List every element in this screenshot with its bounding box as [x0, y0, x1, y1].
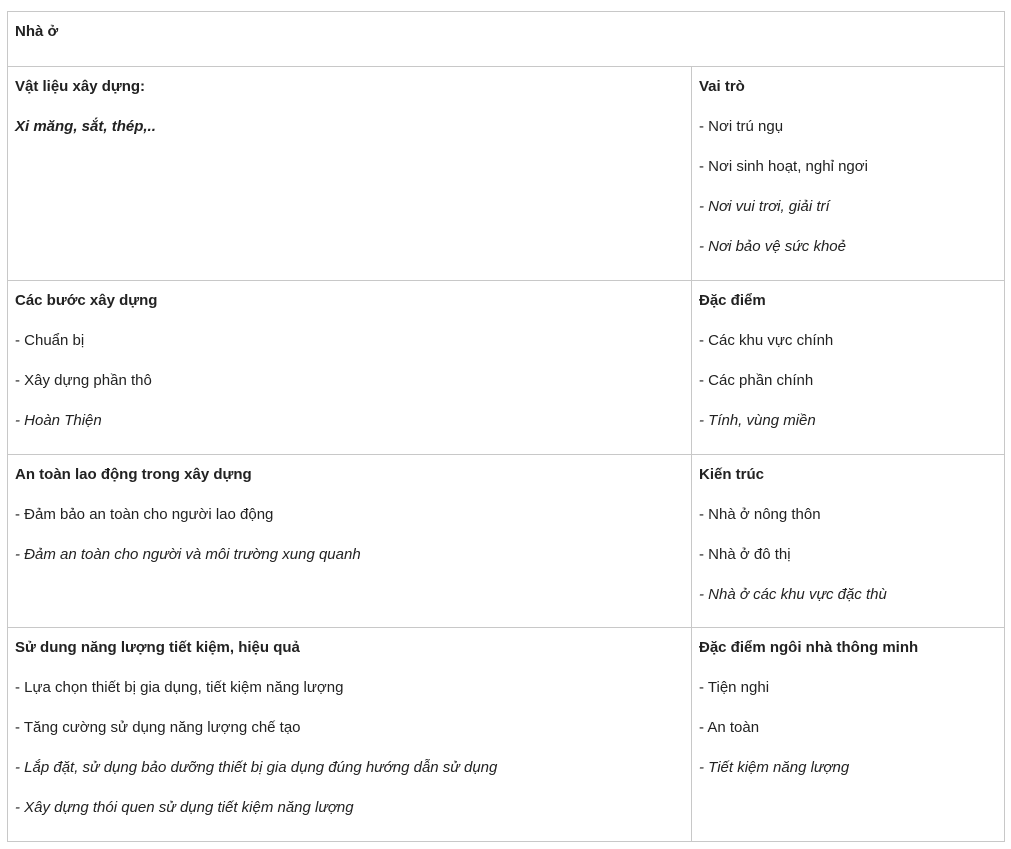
cell-role: [692, 67, 1005, 281]
cell-labor-safety: [8, 455, 692, 628]
cell-architecture: [692, 455, 1005, 628]
header-cell: [8, 12, 1005, 67]
summary-table: [7, 11, 1005, 842]
table-row: [8, 281, 1005, 455]
table-row: [8, 67, 1005, 281]
cell-line: - Đảm bảo an toàn cho người lao động: [15, 506, 274, 523]
cell-title: Sử dung năng lượng tiết kiệm, hiệu quả: [15, 639, 300, 656]
cell-line: - Nhà ở các khu vực đặc thù: [699, 586, 887, 603]
cell-line: - Các khu vực chính: [699, 332, 834, 349]
cell-title: Kiến trúc: [699, 466, 765, 483]
cell-line: - Nơi vui trơi, giải trí: [699, 198, 830, 215]
cell-line: - Nhà ở nông thôn: [699, 506, 821, 523]
cell-materials: [8, 67, 692, 281]
cell-line: - Chuẩn bị: [15, 332, 85, 349]
table-row: [8, 628, 1005, 842]
cell-line: - Các phần chính: [699, 372, 814, 389]
cell-line: - An toàn: [699, 719, 760, 736]
cell-line: - Đảm an toàn cho người và môi trường xung quanh: [15, 546, 361, 563]
cell-line: - Lựa chọn thiết bị gia dụng, tiết kiệm năng lượng: [15, 679, 344, 696]
cell-title: Vật liệu xây dựng:: [15, 78, 146, 95]
cell-line: - Xây dựng thói quen sử dụng tiết kiệm năng lượng: [15, 799, 354, 816]
cell-title: Các bước xây dựng: [15, 292, 158, 309]
cell-line: Xi măng, sắt, thép,..: [15, 118, 156, 135]
cell-line: - Lắp đặt, sử dụng bảo dưỡng thiết bị gia dụng đúng hướng dẫn sử dụng: [15, 759, 498, 776]
cell-line: - Nơi trú ngụ: [699, 118, 784, 135]
cell-title: Vai trò: [699, 78, 745, 95]
table-header-row: [8, 12, 1005, 67]
cell-line: - Tiện nghi: [699, 679, 770, 696]
cell-title: Đặc điểm ngôi nhà thông minh: [699, 639, 919, 656]
cell-title: Đặc điểm: [699, 292, 766, 309]
cell-line: - Tiết kiệm năng lượng: [699, 759, 850, 776]
cell-line: - Xây dựng phần thô: [15, 372, 152, 389]
cell-characteristics: [692, 281, 1005, 455]
cell-line: - Hoàn Thiện: [15, 412, 102, 429]
cell-line: - Tính, vùng miền: [699, 412, 816, 429]
table-title: Nhà ở: [15, 23, 59, 40]
cell-line: - Tăng cường sử dụng năng lượng chế tạo: [15, 719, 301, 736]
cell-energy-saving: [8, 628, 692, 842]
cell-construction-steps: [8, 281, 692, 455]
cell-line: - Nơi sinh hoạt, nghỉ ngơi: [699, 158, 868, 175]
table-row: [8, 455, 1005, 628]
cell-title: An toàn lao động trong xây dựng: [15, 466, 252, 483]
cell-line: - Nơi bảo vệ sức khoẻ: [699, 238, 846, 255]
cell-smart-home: [692, 628, 1005, 842]
cell-line: - Nhà ở đô thị: [699, 546, 791, 563]
